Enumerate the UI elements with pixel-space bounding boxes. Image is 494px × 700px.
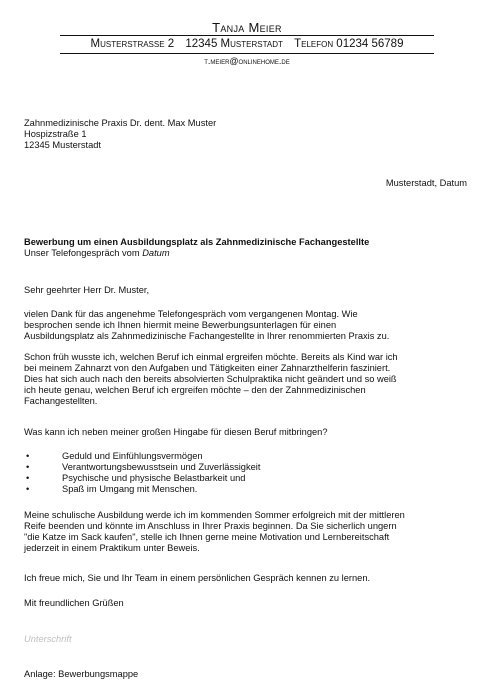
- sender-phone: Telefon 01234 56789: [294, 38, 404, 50]
- recipient-address: [24, 118, 464, 151]
- letter-date: Musterstadt, Datum: [385, 178, 467, 188]
- paragraph-line: Meine schulische Ausbildung werde ich im kommenden Sommer erfolgreich mit der mittleren: [24, 510, 405, 520]
- header-rule-top: [60, 35, 434, 36]
- subject-ref-prefix: Unser Telefongespräch vom: [24, 248, 140, 258]
- subject-title: Bewerbung um einen Ausbildungsplatz als Zahnmedizinische Fachangestellte: [24, 237, 370, 247]
- paragraph-line: Dies hat sich auch nach den bereits absolvierten Schulpraktika nicht geändert und so weiß: [24, 374, 397, 384]
- paragraph-3: Was kann ich neben meiner großen Hingabe für diesen Beruf mitbringen?: [24, 427, 328, 437]
- paragraph-1: [24, 309, 464, 342]
- qualities-list: [24, 451, 464, 495]
- list-item: [24, 484, 464, 495]
- list-item-text: Verantwortungsbewusstsein und Zuverlässigkeit: [62, 462, 261, 472]
- paragraph-line: ich heute genau, welchen Beruf ich ergreifen möchte – den der Zahnmedizinischen: [24, 385, 366, 395]
- salutation: Sehr geehrter Herr Dr. Muster,: [24, 285, 150, 295]
- subject-block: [24, 237, 464, 259]
- list-item: [24, 451, 464, 462]
- list-item-text: Psychische und physische Belastbarkeit und: [62, 473, 246, 483]
- paragraph-5: Ich freue mich, Sie und Ihr Team in einem persönlichen Gespräch kennen zu lernen.: [24, 573, 371, 583]
- paragraph-line: Fachangestellten.: [24, 396, 98, 406]
- list-item-text: Spaß im Umgang mit Menschen.: [62, 484, 198, 494]
- subject-ref-date: Datum: [142, 248, 170, 258]
- paragraph-line: Reife beenden und könnte im Anschluss in Ihrer Praxis beginnen. Da Sie sicherlich ungern: [24, 521, 397, 531]
- paragraph-line: "die Katze im Sack kaufen", stelle ich Ihnen gerne meine Motivation und Lernbereitschaft: [24, 532, 390, 542]
- enclosure: Anlage: Bewerbungsmappe: [24, 669, 139, 679]
- sender-street: Musterstrasse 2: [90, 38, 175, 50]
- list-item: [24, 462, 464, 473]
- subject-reference: [24, 248, 464, 259]
- sender-city: 12345 Musterstadt: [185, 38, 283, 50]
- bullet-icon: •: [26, 484, 30, 494]
- recipient-line: Zahnmedizinische Praxis Dr. dent. Max Muster: [24, 118, 217, 128]
- paragraph-line: vielen Dank für das angenehme Telefongespräch vom vergangenen Montag. Wie: [24, 309, 358, 319]
- list-item-text: Geduld und Einfühlungsvermögen: [62, 451, 203, 461]
- paragraph-line: jederzeit in einem Praktikum unter Beweis.: [24, 543, 200, 553]
- signature-placeholder: Unterschrift: [24, 634, 72, 644]
- closing: Mit freundlichen Grüßen: [24, 598, 124, 608]
- sender-address-line: [0, 38, 494, 50]
- paragraph-line: Ausbildungsplatz als Zahnmedizinische Fachangestellte in Ihrer renommierten Praxis zu.: [24, 331, 390, 341]
- sender-name: Tanja Meier: [212, 20, 282, 35]
- header-rule-bottom: [60, 53, 434, 54]
- paragraph-4: [24, 510, 464, 554]
- recipient-line: 12345 Musterstadt: [24, 140, 102, 150]
- list-item: [24, 473, 464, 484]
- bullet-icon: •: [26, 462, 30, 472]
- sender-email: t.meier@onlinehome.de: [204, 56, 290, 66]
- bullet-icon: •: [26, 473, 30, 483]
- paragraph-line: bei meinem Zahnarzt von den Aufgaben und Tätigkeiten einer Zahnarzthelferin fasziniert.: [24, 363, 391, 373]
- paragraph-line: besprochen sende ich Ihnen hiermit meine Bewerbungsunterlagen für einen: [24, 320, 337, 330]
- paragraph-line: Schon früh wusste ich, welchen Beruf ich einmal ergreifen möchte. Bereits als Kind war ich: [24, 352, 398, 362]
- recipient-line: Hospizstraße 1: [24, 129, 87, 139]
- bullet-icon: •: [26, 451, 30, 461]
- paragraph-2: [24, 352, 464, 407]
